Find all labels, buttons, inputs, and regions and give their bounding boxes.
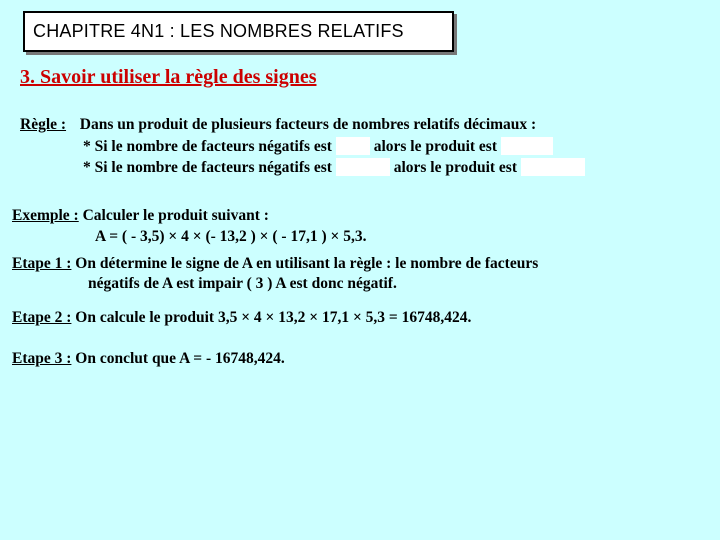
example-expression: A = ( - 3,5) × 4 × (- 13,2 ) × ( - 17,1 ) × 5,3. xyxy=(95,228,367,245)
rule-item-2-blank-count xyxy=(336,158,390,176)
rule-item-2-result: alors le produit est xyxy=(393,159,517,176)
step-3-label: Etape 3 : xyxy=(12,350,72,367)
rule-item-1 xyxy=(83,137,553,156)
chapter-title: CHAPITRE 4N1 : LES NOMBRES RELATIFS xyxy=(33,21,404,41)
step-1-label: Etape 1 : xyxy=(12,255,72,272)
rule-item-2-blank-sign xyxy=(521,158,585,176)
rule-item-2-condition: * Si le nombre de facteurs négatifs est xyxy=(83,159,332,176)
rule-item-2 xyxy=(83,158,585,177)
rule-intro-line xyxy=(20,116,536,134)
rule-label: Règle : xyxy=(20,116,67,133)
example-line xyxy=(12,207,269,225)
step-3-text: On conclut que A = - 16748,424. xyxy=(75,350,285,367)
example-text: Calculer le produit suivant : xyxy=(82,207,269,224)
step-1-text: On détermine le signe de A en utilisant la règle : le nombre de facteurs xyxy=(75,255,539,272)
rule-intro: Dans un produit de plusieurs facteurs de nombres relatifs décimaux : xyxy=(79,116,537,133)
step-2-text: On calcule le produit 3,5 × 4 × 13,2 × 17,1 × 5,3 = 16748,424. xyxy=(75,309,472,326)
step-2-line xyxy=(12,309,471,327)
chapter-title-box xyxy=(23,11,454,52)
step-1-line-2: négatifs de A est impair ( 3 ) A est donc négatif. xyxy=(88,275,397,292)
step-2-label: Etape 2 : xyxy=(12,309,72,326)
section-heading: 3. Savoir utiliser la règle des signes xyxy=(20,66,317,88)
rule-item-1-blank-sign xyxy=(501,137,553,155)
rule-item-1-condition: * Si le nombre de facteurs négatifs est xyxy=(83,138,332,155)
step-1-line-1 xyxy=(12,255,538,273)
rule-item-1-result: alors le produit est xyxy=(373,138,497,155)
step-3-line xyxy=(12,350,285,368)
rule-item-1-blank-count xyxy=(336,137,370,155)
example-label: Exemple : xyxy=(12,207,79,224)
